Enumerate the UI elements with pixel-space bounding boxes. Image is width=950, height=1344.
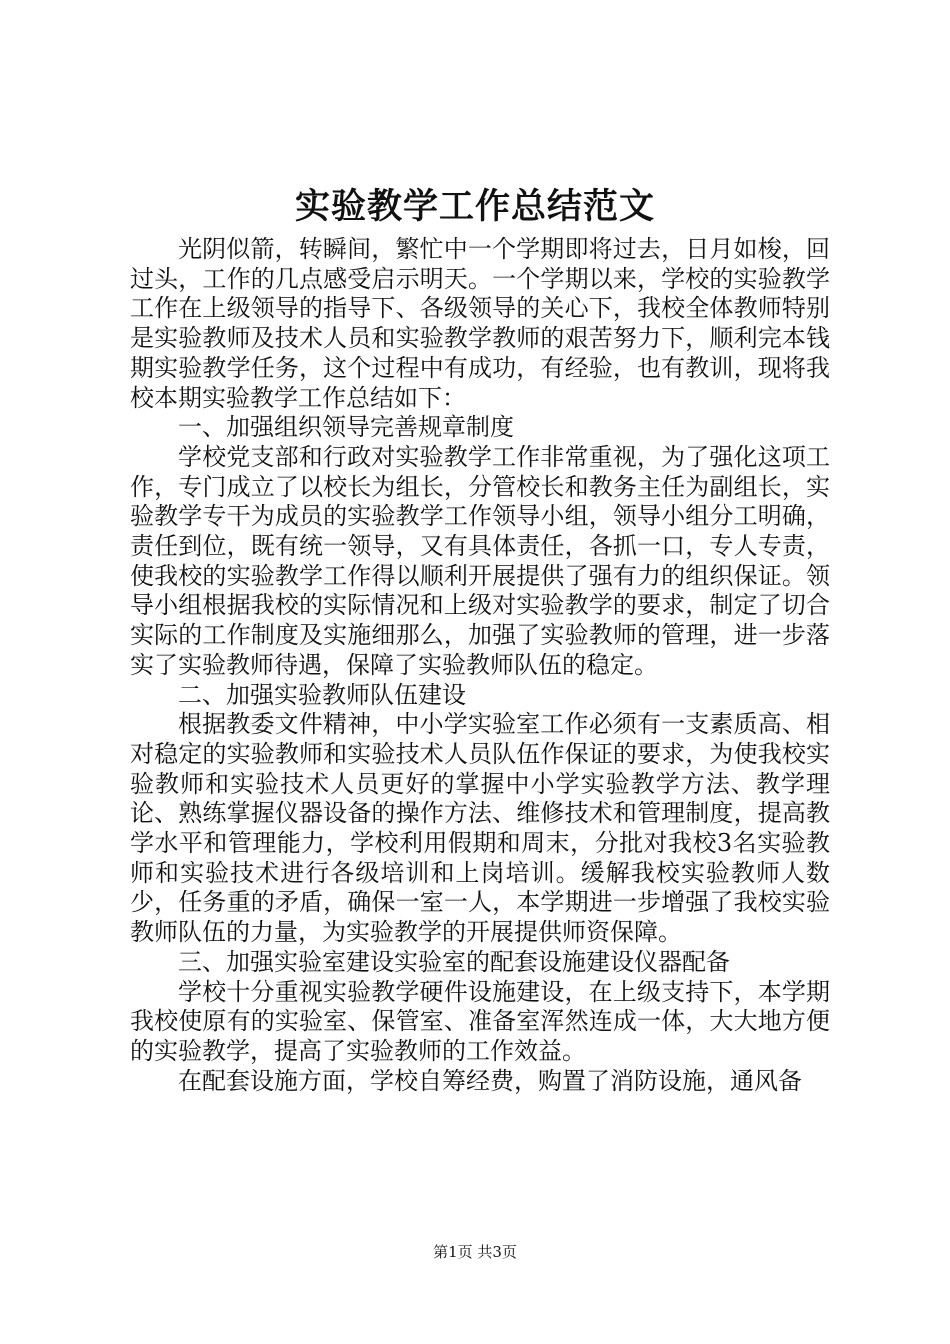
paragraph-section-3-continued: 在配套设施方面，学校自筹经费，购置了消防设施，通风备: [178, 1066, 802, 1095]
section-heading-2: 二、加强实验教师队伍建设: [178, 680, 466, 709]
page-footer: 第1页 共3页: [433, 1243, 517, 1261]
document-body: [130, 235, 830, 1096]
paragraph-intro: 光阴似箭，转瞬间，繁忙中一个学期即将过去，日月如梭，回过头，工作的几点感受启示明天。一个学期以来，学校的实验教学工作在上级领导的指导下、各级领导的关心下，我校全体教师特别是实验教师及技术人员和实验教学教师的艰苦努力下，顺利完本钱期实验教学任务，这个过程中有成功，有经验，也有教训，现将我校本期实验教学工作总结如下：: [130, 235, 830, 412]
paragraph-section-2: 根据教委文件精神，中小学实验室工作必须有一支素质高、相对稳定的实验教师和实验技术人员队伍作保证的要求，为使我校实验教师和实验技术人员更好的掌握中小学实验教学方法、教学理论、熟练掌握仪器设备的操作方法、维修技术和管理制度，提高教学水平和管理能力，学校利用假期和周末，分批对我校3名实验教师和实验技术进行各级培训和上岗培训。缓解我校实验教师人数少，任务重的矛盾，确保一室一人，本学期进一步增强了我校实验教师队伍的力量，为实验教学的开展提供师资保障。: [130, 710, 830, 947]
paragraph-section-1: 学校党支部和行政对实验教学工作非常重视，为了强化这项工作，专门成立了以校长为组长，分管校长和教务主任为副组长，实验教学专干为成员的实验教学工作领导小组，领导小组分工明确，责任到位，既有统一领导，又有具体责任，各抓一口，专人专责，使我校的实验教学工作得以顺利开展提供了强有力的组织保证。领导小组根据我校的实际情况和上级对实验教学的要求，制定了切合实际的工作制度及实施细那么，加强了实验教师的管理，进一步落实了实验教师待遇，保障了实验教师队伍的稳定。: [130, 442, 830, 679]
paragraph-section-3: 学校十分重视实验教学硬件设施建设，在上级支持下，本学期我校使原有的实验室、保管室、准备室浑然连成一体，大大地方便的实验教学，提高了实验教师的工作效益。: [130, 977, 830, 1065]
section-heading-1: 一、加强组织领导完善规章制度: [178, 413, 514, 442]
section-heading-3: 三、加强实验室建设实验室的配套设施建设仪器配备: [178, 947, 730, 976]
document-title: 实验教学工作总结范文: [294, 186, 655, 227]
